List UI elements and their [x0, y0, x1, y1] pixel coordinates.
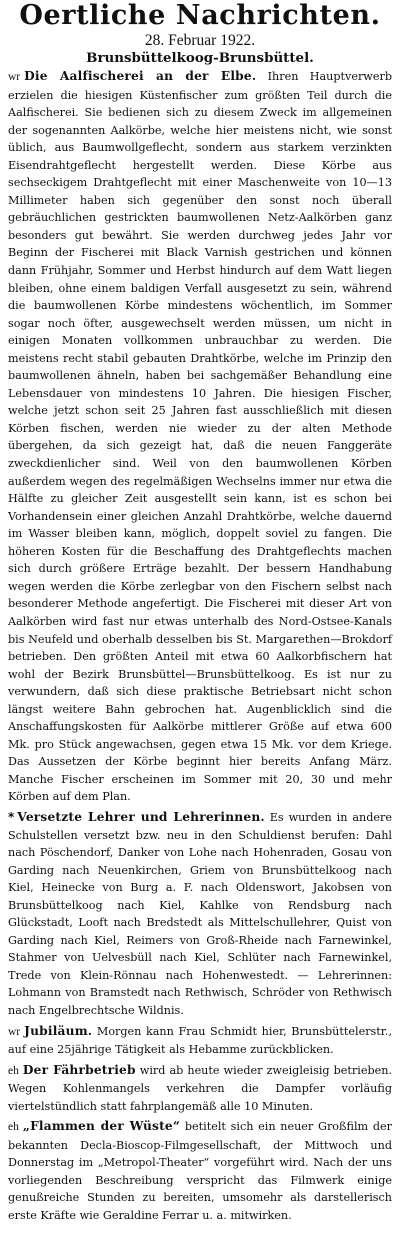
article-body: betitelt sich ein neuer Großfilm der bekannten Decla-Bioscop-Filmgesellschaft, der Mittwoch und Donnerstag im „Metropol-Theater“ vorgeführt wird. Nach der uns vorliegenden Beschreibung verspricht das Filmwerk einige genußreiche Stunden zu bereiten, umsomehr als darstellerisch erste Kräfte wie Geraldine Ferrar u. a. mitwirken.: [8, 1120, 393, 1222]
article-body: Morgen kann Frau Schmidt hier, Brunsbüttelerstr., auf eine 25jährige Tätigkeit als Hebamme zurückblicken.: [8, 1024, 393, 1057]
author-initials: wr: [8, 1025, 21, 1038]
place-heading: Brunsbüttelkoog-Brunsbüttel.: [86, 50, 314, 66]
article-faehrbetrieb: [8, 1062, 392, 1116]
article-headline: Jubiläum.: [24, 1023, 93, 1038]
article-headline: Der Fährbetrieb: [22, 1062, 136, 1077]
article-headline: Versetzte Lehrer und Lehrerinnen.: [17, 809, 265, 824]
author-initials: eh: [8, 1121, 19, 1134]
article-headline: Die Aalfischerei an der Elbe.: [24, 69, 257, 83]
masthead-title: Oertliche Nachrichten.: [19, 0, 381, 31]
article-body: Es wurden in andere Schulstellen versetzt bzw. neu in den Schuldienst berufen: Dahl nach Pöschendorf, Danker von Lohe nach Hohenraden, Gosau von Garding nach Neuenkirchen, Griem von Brunsbüttelkoog nach Kiel, Heinecke von Burg a. F. nach Oldenswort, Jakobsen von Brunsbüttelkoog nach Kiel, Kahlke von Rendsburg nach Glückstadt, Looft nach Bredstedt als Mittelschullehrer, Quist von Garding nach Kiel, Reimers von Groß-Rheide nach Farnewinkel, Stahmer von Uelvesbüll nach Kiel, Schlüter nach Farnewinkel, Trede von Klein-Rönnau nach Hohenwestedt. — Lehrerinnen: Lohmann von Bramstedt nach Rethwisch, Schröder von Rethwisch nach Engelbrechtsche Wildnis.: [8, 810, 392, 1017]
author-initials: eh: [8, 1064, 19, 1077]
article-jubilaeum: [8, 1023, 392, 1059]
article-body: Ihren Hauptverwerb erzielen die hiesigen Küstenfischer zum größten Teil durch die Aalfischerei. Sie bedienen sich zu diesem Zweck im allgemeinen der sogenannten Aalkörbe, welche hier meistens nicht, wie sonst üblich, aus Baumwollgeflecht, sondern aus starkem verzinkten Eisendrahtgeflecht hergestellt werden. Diese Körbe aus sechseckigem Drahtgeflecht mit einer Maschenweite von 10—13 Millimeter haben sich gegenüber den sonst noch überall gebräuchlichen gestrickten baumwollenen Netz-Aalkörben ganz besonders gut bewährt. Sie werden durchweg jedes Jahr vor Beginn der Fischerei mit Black Varnish gestrichen und können dann Frühjahr, Sommer und Herbst hindurch auf dem Watt liegen bleiben, ohne einem baldigen Verfall ausgesetzt zu sein, während die baumwollenen Körbe mindestens wöchentlich, im Sommer sogar noch öfter, ausgewechselt werden müssen, um nicht in einigen Monaten vollkommen unbrauchbar zu werden. Die meistens recht stabil gebauten Drahtkörbe, welche im Prinzip den baumwollenen ähneln, haben bei sachgemäßer Behandlung eine Lebensdauer von mindestens 10 Jahren. Die hiesigen Fischer, welche jetzt schon seit 25 Jahren fast ausschließlich mit diesen Körben fischen, werden nie wieder zu der alten Methode übergehen, da sich gezeigt hat, daß die neuen Fanggeräte zweckdienlicher sind. Weil von den baumwollenen Körben außerdem wegen des regelmäßigen Wechselns immer nur etwa die Hälfte zu gleicher Zeit ausgestellt sein kann, ist es schon bei Vorhandensein einer gleichen Anzahl Drahtkörbe, welche dauernd im Wasser bleiben kann, möglich, doppelt soviel zu fangen. Die höheren Kosten für die Beschaffung des Drahtgeflechts machen sich durch größere Erträge bezahlt. Der bessern Handhabung wegen werden die Körbe zerlegbar von den Fischern selbst nach besonderer Methode angefertigt. Die Fischerei mit dieser Art von Aalkörben wird fast nur etwas unterhalb des Nord-Ostsee-Kanals bis Neufeld und oberhalb desselben bis St. Margarethen—Brokdorf betrieben. Den größten Anteil mit etwa 60 Aalkorbfischern hat wohl der Bezirk Brunsbüttel—Brunsbüttelkoog. Es ist nur zu verwundern, daß sich diese praktische Betriebsart nicht schon längst weitere Bahn gebrochen hat. Augenblicklich sind die Anschaffungskosten für Aalkörbe mittlerer Größe auf etwa 600 Mk. pro Stück angewachsen, gegen etwa 15 Mk. vor dem Kriege. Das Aussetzen der Körbe beginnt hier bereits Anfang März. Manche Fischer erscheinen im Sommer mit 20, 30 und mehr Körben auf dem Plan.: [8, 70, 392, 804]
asterisk-marker: *: [8, 809, 15, 824]
article-headline: „Flammen der Wüste“: [22, 1119, 181, 1134]
article-aalfischerei: [8, 68, 392, 806]
author-initials: wr: [8, 71, 21, 83]
article-versetzte-lehrer: [8, 809, 392, 1020]
article-flammen-der-wueste: [8, 1118, 392, 1224]
article-body: wird ab heute wieder zweigleisig betrieben. Wegen Kohlenmangels verkehren die Dampfer vorläufig viertelstündlich statt fahrplangemäß alle 10 Minuten.: [8, 1063, 392, 1113]
dateline: 28. Februar 1922.: [144, 32, 256, 49]
